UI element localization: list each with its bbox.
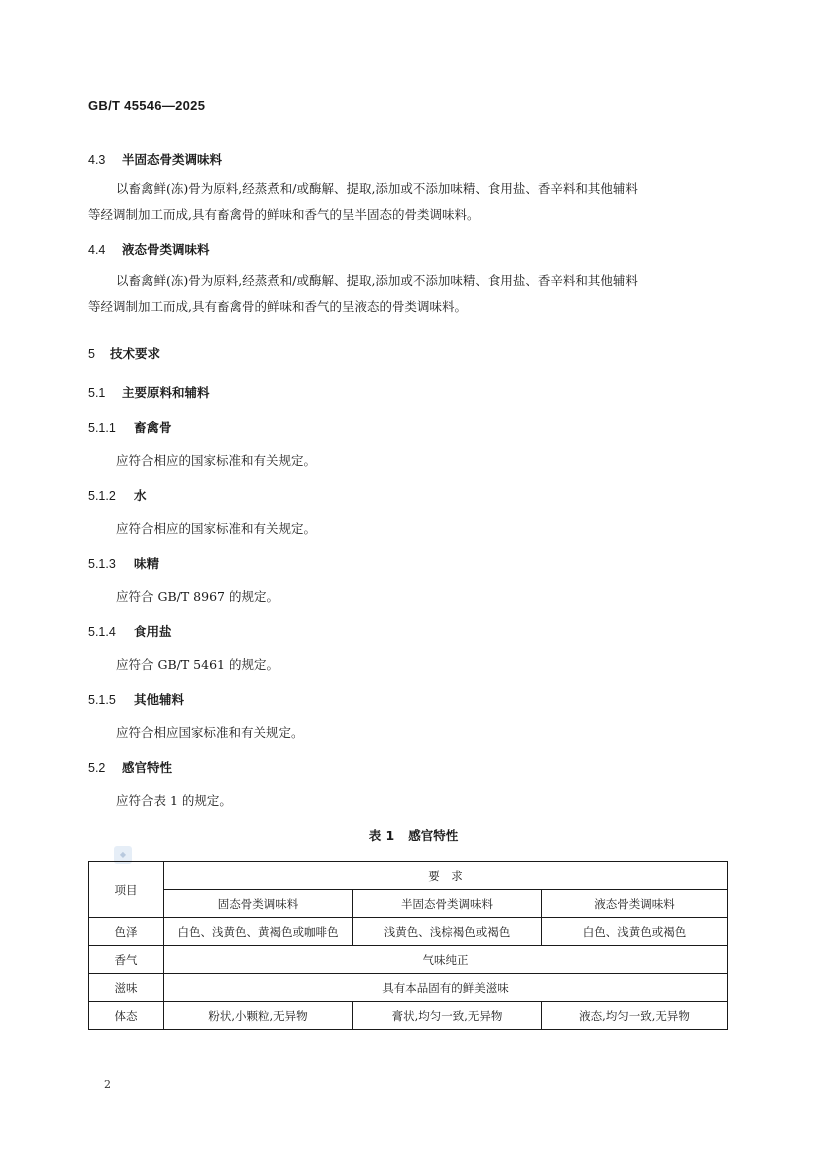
table-cell-merged: 具有本品固有的鲜美滋味	[164, 974, 728, 1002]
table-1-caption	[0, 826, 827, 844]
table-row	[89, 918, 728, 946]
table-row-item: 体态	[89, 1002, 164, 1030]
section-5-2-text: 应符合表 1 的规定。	[116, 793, 232, 808]
table-row	[89, 1002, 728, 1030]
table-header-row	[89, 862, 728, 890]
table-cell-merged: 气味纯正	[164, 946, 728, 974]
section-number: 5.2	[88, 761, 106, 775]
table-row-item: 色泽	[89, 918, 164, 946]
standard-number: GB/T 45546—2025	[88, 98, 206, 113]
section-4-3-paragraph	[88, 176, 638, 228]
table-column-header: 固态骨类调味料	[164, 890, 353, 918]
section-title: 半固态骨类调味料	[122, 152, 223, 167]
table-header-requirements: 要 求	[164, 862, 728, 890]
sensory-table	[88, 861, 728, 1030]
section-5-1-4-heading	[88, 622, 172, 640]
section-number: 5.1	[88, 386, 106, 400]
section-number: 5.1.2	[88, 489, 116, 503]
section-4-3-heading	[88, 150, 222, 168]
section-5-1-2-heading	[88, 486, 147, 504]
section-number: 5.1.5	[88, 693, 116, 707]
section-number: 4.3	[88, 153, 106, 167]
paragraph-line: 以畜禽鲜(冻)骨为原料,经蒸煮和/或酶解、提取,添加或不添加味精、食用盐、香辛料和其他辅料	[116, 273, 638, 288]
table-header-item: 项目	[89, 862, 164, 918]
section-4-4-heading	[88, 240, 210, 258]
table-row-item: 滋味	[89, 974, 164, 1002]
section-number: 5.1.1	[88, 421, 116, 435]
section-number: 5.1.3	[88, 557, 116, 571]
table-row	[89, 974, 728, 1002]
table-column-header: 半固态骨类调味料	[353, 890, 542, 918]
table-cell: 浅黄色、浅棕褐色或褐色	[353, 918, 542, 946]
table-cell: 白色、浅黄色或褐色	[542, 918, 728, 946]
section-title: 其他辅料	[134, 692, 185, 707]
section-number: 4.4	[88, 243, 106, 257]
section-number: 5	[88, 347, 95, 361]
section-title: 畜禽骨	[134, 420, 172, 435]
table-column-header: 液态骨类调味料	[542, 890, 728, 918]
section-title: 技术要求	[110, 346, 161, 361]
section-5-1-3-text: 应符合 GB/T 8967 的规定。	[116, 589, 279, 604]
table-caption-title: 感官特性	[408, 828, 459, 843]
section-5-1-3-heading	[88, 554, 159, 572]
section-5-1-5-text: 应符合相应国家标准和有关规定。	[116, 725, 304, 740]
section-5-1-1-text: 应符合相应的国家标准和有关规定。	[116, 453, 317, 468]
watermark-icon: ◆	[114, 846, 132, 864]
page-number: 2	[104, 1078, 111, 1091]
paragraph-line: 等经调制加工而成,具有畜禽骨的鲜味和香气的呈液态的骨类调味料。	[88, 299, 467, 314]
section-title: 液态骨类调味料	[122, 242, 210, 257]
section-title: 主要原料和辅料	[122, 385, 210, 400]
table-cell: 液态,均匀一致,无异物	[542, 1002, 728, 1030]
section-4-4-paragraph	[88, 268, 638, 320]
section-title: 食用盐	[134, 624, 172, 639]
table-cell: 粉状,小颗粒,无异物	[164, 1002, 353, 1030]
section-5-1-1-heading	[88, 418, 172, 436]
table-row	[89, 946, 728, 974]
section-title: 水	[134, 488, 147, 503]
paragraph-line: 等经调制加工而成,具有畜禽骨的鲜味和香气的呈半固态的骨类调味料。	[88, 207, 480, 222]
table-subheader-row	[89, 890, 728, 918]
paragraph-line: 以畜禽鲜(冻)骨为原料,经蒸煮和/或酶解、提取,添加或不添加味精、食用盐、香辛料和其他辅料	[116, 181, 638, 196]
section-title: 味精	[134, 556, 160, 571]
section-5-1-4-text: 应符合 GB/T 5461 的规定。	[116, 657, 279, 672]
section-title: 感官特性	[122, 760, 173, 775]
table-caption-number: 表 1	[368, 828, 395, 843]
section-5-1-2-text: 应符合相应的国家标准和有关规定。	[116, 521, 317, 536]
section-5-heading	[88, 344, 160, 362]
table-cell: 膏状,均匀一致,无异物	[353, 1002, 542, 1030]
section-5-2-heading	[88, 758, 172, 776]
table-row-item: 香气	[89, 946, 164, 974]
table-cell: 白色、浅黄色、黄褐色或咖啡色	[164, 918, 353, 946]
section-5-1-heading	[88, 383, 210, 401]
section-number: 5.1.4	[88, 625, 116, 639]
section-5-1-5-heading	[88, 690, 184, 708]
